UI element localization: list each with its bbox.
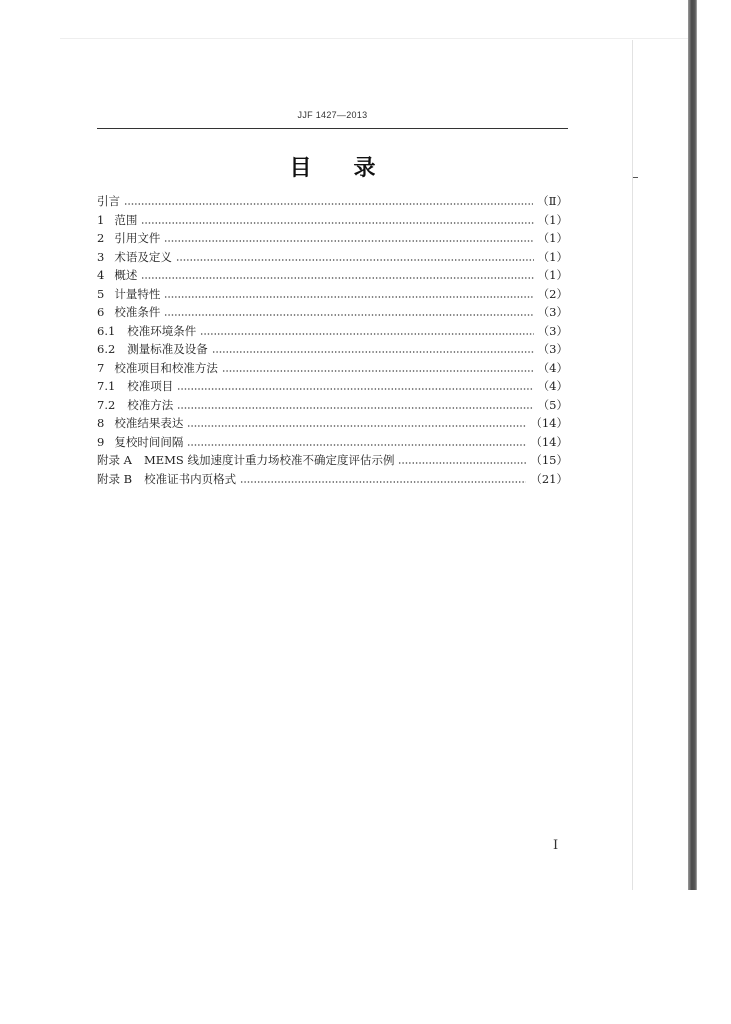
toc-entry-title: 校准结果表达 [114, 416, 184, 430]
dot-leader [240, 474, 526, 484]
toc-entry [97, 322, 568, 341]
toc-entry-page: （14） [530, 434, 568, 449]
dot-leader [124, 196, 533, 206]
table-of-contents [97, 192, 568, 488]
toc-entry [97, 248, 568, 267]
toc-entry-title: 校准方法 [127, 397, 174, 412]
toc-entry-title: 校准证书内页格式 [144, 471, 237, 486]
dot-leader [222, 363, 534, 373]
dot-leader [200, 326, 533, 336]
toc-entry-title: 复校时间间隔 [114, 434, 184, 449]
toc-entry-number: 6 [97, 305, 105, 319]
toc-entry-number: 7.2 [97, 397, 116, 412]
header-rule [97, 128, 568, 129]
toc-entry-number: 7 [97, 360, 105, 375]
toc-title [97, 151, 568, 182]
toc-entry-number: 附录 B [97, 471, 133, 486]
dot-leader [141, 270, 533, 280]
toc-entry-number: 6.1 [97, 323, 116, 338]
toc-entry-title: 测量标准及设备 [127, 342, 208, 356]
toc-entry-page: （3） [537, 323, 568, 338]
toc-entry [97, 414, 568, 433]
dot-leader [164, 307, 533, 317]
toc-entry [97, 377, 568, 396]
page-number: I [553, 838, 559, 853]
dot-leader [164, 289, 533, 299]
toc-entry [97, 192, 568, 211]
dot-leader [164, 233, 533, 243]
toc-entry-page: （15） [530, 453, 568, 467]
toc-entry [97, 285, 568, 304]
toc-entry-page: （1） [537, 231, 568, 245]
scan-top-line [60, 38, 690, 39]
toc-entry-title: 术语及定义 [114, 249, 172, 264]
scan-edge-tick [633, 177, 638, 178]
dot-leader [187, 418, 526, 428]
toc-entry [97, 470, 568, 489]
toc-entry [97, 451, 568, 470]
dot-leader [187, 437, 526, 447]
toc-entry-title: 校准项目和校准方法 [114, 360, 218, 375]
toc-entry-number: 附录 A [97, 453, 132, 467]
toc-entry-page: （5） [537, 397, 568, 412]
toc-entry-title: 范围 [114, 212, 138, 227]
toc-entry-number: 4 [97, 268, 105, 282]
toc-entry [97, 359, 568, 378]
toc-entry-page: （2） [537, 286, 568, 301]
toc-entry-page: （4） [537, 379, 568, 393]
toc-entry-number: 6.2 [97, 342, 116, 356]
toc-entry-page: （1） [537, 212, 568, 227]
toc-entry [97, 229, 568, 248]
toc-entry-number: 5 [97, 286, 105, 301]
running-header: JJF 1427—2013 [297, 110, 368, 120]
toc-entry-title: MEMS 线加速度计重力场校准不确定度评估示例 [143, 453, 395, 467]
toc-entry [97, 396, 568, 415]
toc-entry-page: （Ⅱ） [537, 194, 568, 208]
toc-entry-number: 8 [97, 416, 105, 430]
toc-entry-number: 3 [97, 249, 105, 264]
scan-binding-shadow [688, 0, 697, 890]
toc-entry [97, 303, 568, 322]
dot-leader [212, 344, 534, 354]
toc-title-char-2: 录 [353, 155, 376, 181]
toc-entry-number: 7.1 [97, 379, 116, 393]
toc-entry [97, 211, 568, 230]
dot-leader [177, 400, 533, 410]
toc-entry-title: 校准环境条件 [127, 323, 197, 338]
toc-entry-page: （1） [537, 268, 568, 282]
toc-entry-page: （3） [537, 305, 568, 319]
toc-title-char-1: 目 [289, 155, 312, 181]
toc-entry-page: （3） [537, 342, 568, 356]
dot-leader [176, 252, 534, 262]
toc-entry [97, 433, 568, 452]
toc-entry-title: 引言 [97, 194, 120, 208]
scan-page-edge [632, 40, 633, 890]
toc-entry-title: 引用文件 [114, 231, 161, 245]
toc-entry-title: 计量特性 [114, 286, 161, 301]
dot-leader [398, 455, 526, 465]
toc-entry-page: （21） [530, 471, 568, 486]
dot-leader [141, 215, 533, 225]
toc-entry [97, 340, 568, 359]
toc-entry-title: 校准项目 [127, 379, 174, 393]
toc-entry-page: （1） [537, 249, 568, 264]
toc-entry-page: （14） [530, 416, 568, 430]
toc-entry-number: 9 [97, 434, 105, 449]
dot-leader [177, 381, 533, 391]
toc-entry-number: 1 [97, 212, 105, 227]
toc-entry [97, 266, 568, 285]
toc-entry-page: （4） [537, 360, 568, 375]
toc-entry-title: 校准条件 [114, 305, 161, 319]
toc-entry-number: 2 [97, 231, 105, 245]
toc-entry-title: 概述 [114, 268, 138, 282]
